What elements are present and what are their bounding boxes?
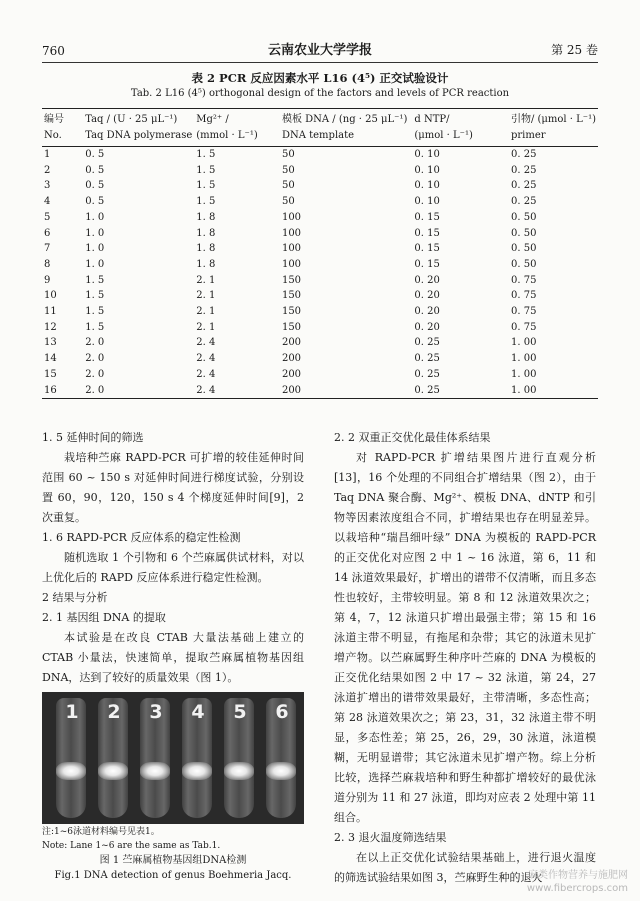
table-row [42,210,598,226]
table-cell: 0. 20 [414,290,440,302]
table-cell: 150 [281,321,302,333]
section-heading-2-2: 2. 2 双重正交优化最佳体系结果 [334,431,491,444]
table-cell: 0. 75 [510,321,537,333]
table-cell: 2 [44,164,51,176]
header-cell: Taq / (U · 25 μL⁻¹) [83,109,194,129]
dna-band [56,762,86,780]
figure-caption-cn: 图 1 苎麻属植物基因组DNA检测 [99,855,247,866]
header-cell: Taq DNA polymerase [83,128,194,147]
table-row [42,147,598,163]
section-text-2-3: 在以上正交优化试验结果基础上，进行退火温度的筛选试验结果如图 3，苎麻野生种的退火 [334,851,596,884]
header-cell: DNA template [280,128,412,147]
right-column [334,428,596,888]
table-cell: 0. 10 [414,149,440,160]
table-cell: 2. 1 [196,290,216,302]
lane-number: 1 [65,701,79,723]
table-cell: 0. 75 [510,274,537,286]
table-cell: 100 [281,258,302,270]
table-cell: 16 [42,383,83,399]
table-cell: 1. 5 [85,321,105,333]
table-cell: 1. 0 [85,211,105,223]
table-cell: 1. 8 [196,211,216,223]
table-cell: 5 [44,211,51,223]
section-heading-2-3: 2. 3 退火温度筛选结果 [334,831,447,844]
table-row [42,273,598,289]
table-cell: 0. 25 [510,180,537,192]
table-cell: 1. 5 [85,290,105,302]
table-cell: 0. 25 [510,196,537,208]
watermark-line-2: www.fibercrops.com [526,883,628,894]
table-cell: 50 [281,196,295,208]
table-cell: 2. 4 [196,337,216,349]
volume-label: 第 25 卷 [551,43,598,57]
header-cell: (μmol · L⁻¹) [412,128,509,147]
table-cell: 0. 20 [414,306,440,318]
dna-band [182,762,212,780]
table-cell: 0. 5 [85,149,105,160]
table-cell: 2. 1 [196,306,216,318]
table-cell: 1. 5 [196,164,216,176]
table-row [42,226,598,242]
section-text-1-6: 随机选取 1 个引物和 6 个苎麻属供试材料，对以上优化后的 RAPD 反应体系进行稳定性检测。 [42,551,304,584]
header-cell: No. [42,128,83,147]
table-row [42,257,598,273]
table-row [42,178,598,194]
table-cell: 1. 5 [196,180,216,192]
table-header-row-2 [42,128,598,147]
table-cell: 12 [44,321,57,333]
header-cell: d NTP/ [412,109,509,129]
table-row [42,304,598,320]
table-cell: 0. 50 [510,227,537,239]
table-cell: 0. 25 [414,353,440,365]
header-rule [42,62,598,63]
table-cell: 0. 5 [85,196,105,208]
table-row [42,163,598,179]
dna-band [224,762,254,780]
table-body [42,147,598,399]
table-cell: 0. 25 [412,383,509,399]
table-cell: 200 [281,337,302,349]
table-cell: 1. 5 [85,306,105,318]
table-cell: 0. 50 [510,258,537,270]
table-cell: 0. 50 [510,243,537,255]
table-cell: 200 [280,383,412,399]
table-cell: 0. 25 [510,149,537,160]
table-cell: 150 [281,290,302,302]
table-cell: 13 [44,337,57,349]
table-cell: 0. 10 [414,180,440,192]
table-row [42,335,598,351]
table-cell: 2. 4 [196,368,216,380]
table-row [42,351,598,367]
table-cell: 2. 4 [194,383,280,399]
table-title-en: Tab. 2 L16 (4⁵) orthogonal design of the factors and levels of PCR reaction [130,88,510,99]
header-cell: 引物/ (μmol · L⁻¹) [509,109,598,129]
table-cell: 8 [44,258,51,270]
table-cell: 50 [281,149,295,160]
watermark-line-1: 麻类作物营养与施肥网 [528,870,628,881]
table-cell: 9 [44,274,51,286]
table-cell: 2. 1 [196,321,216,333]
orthogonal-design-table [42,108,598,399]
table-cell: 1. 00 [510,337,537,349]
dna-band [266,762,296,780]
table-row [42,241,598,257]
table-cell: 1. 0 [85,243,105,255]
table-cell: 2. 0 [83,383,194,399]
table-cell: 0. 75 [510,306,537,318]
table-cell: 2. 0 [85,353,105,365]
section-text-1-5: 栽培种苎麻 RAPD-PCR 可扩增的较佳延伸时间范围 60 ~ 150 s 对延伸时间进行梯度试验，分别设置 60，90，120，150 s 4 个梯度延伸时间[9]，2 次重复。 [42,451,304,524]
table-cell: 0. 5 [85,180,105,192]
table-cell: 10 [44,290,57,302]
header-cell: (mmol · L⁻¹) [194,128,280,147]
table-cell: 1. 5 [85,274,105,286]
table-cell: 100 [281,243,302,255]
table-cell: 2. 0 [85,337,105,349]
header-cell: 模板 DNA / (ng · 25 μL⁻¹) [280,109,412,129]
table-row [42,320,598,336]
section-text-2-1: 本试验是在改良 CTAB 大量法基础上建立的 CTAB 小量法，快速简单，提取苎麻属植物基因组 DNA，达到了较好的质量效果（图 1）。 [42,631,304,684]
table-cell: 1. 00 [510,353,537,365]
figure-note-cn: 注:1~6泳道材料编号见表1。 [42,827,160,837]
left-column [42,428,304,882]
table-cell: 0. 25 [414,368,440,380]
header-cell: primer [509,128,598,147]
table-cell: 100 [281,211,302,223]
table-cell: 0. 25 [510,164,537,176]
lane-number: 3 [149,701,163,723]
table-cell: 50 [281,164,295,176]
table-cell: 1. 00 [509,383,598,399]
table-cell: 1. 00 [510,368,537,380]
table-cell: 1. 0 [85,227,105,239]
table-cell: 0. 25 [414,337,440,349]
table-cell: 2. 0 [85,368,105,380]
table-cell: 11 [44,306,57,318]
table-cell: 6 [44,227,51,239]
header-cell: Mg²⁺ / [194,109,280,129]
table-title-cn: 表 2 PCR 反应因素水平 L16 (4⁵) 正交试验设计 [191,71,449,85]
table-cell: 4 [44,196,51,208]
table-cell: 50 [281,180,295,192]
section-text-2-2: 对 RAPD-PCR 扩增结果图片进行直观分析[13]，16 个处理的不同组合扩增结果（图 2），由于 Taq DNA 聚合酶、Mg²⁺、模板 DNA、dNTP 和引物等因素浓度组合不同，扩增结果也存在明显差异。以栽培种“瑞昌细叶绿” DNA 为模板的 RAPD-PCR 的正交优化对应图 2 中 1 ~ 16 泳道，第 6，11 和 14 泳道效果最好，扩增出的谱带不仅清晰，而且多态性也较好，主带较明显。第 8 和 12 泳道效果次之；第 4，7，12 泳道只扩增出最强主带；第 15 和 16 泳道主带不明显，有拖尾和杂带；其它的泳道未见扩增产物。以苎麻属野生种序叶苎麻的 DNA 为模板的正交优化结果如图 2 中 17 ~ 32 泳道，第 24，27 泳道扩增出的谱带效果最好，主带清晰，多态性高；第 28 泳道效果次之；第 23，31，32 泳道主带不明显，多态性差；第 25，26，29，30 泳道，泳道模糊，无明显谱带；其它泳道未见扩增产物。综上分析比较，选择苎麻栽培种和野生种都扩增较好的最优泳道分别为 11 和 27 泳道，即均对应表 2 处理中第 11 组合。 [334,451,596,824]
section-heading-1-6: 1. 6 RAPD-PCR 反应体系的稳定性检测 [42,531,241,544]
table-cell: 100 [281,227,302,239]
table-cell: 0. 10 [414,164,440,176]
table-row [42,194,598,210]
table-row [42,383,598,399]
table-cell: 0. 15 [414,243,440,255]
table-cell: 0. 20 [414,274,440,286]
dna-band [140,762,170,780]
table-header-row-1 [42,109,598,129]
section-heading-2: 2 结果与分析 [42,591,108,604]
table-cell: 0. 15 [414,211,440,223]
table-cell: 1. 5 [196,196,216,208]
page-header [42,40,598,58]
watermark [527,869,628,895]
lane-number: 4 [191,701,205,723]
figure-caption-en: Fig.1 DNA detection of genus Boehmeria Jacq. [54,870,292,881]
table-cell: 1. 8 [196,243,216,255]
section-heading-2-1: 2. 1 基因组 DNA 的提取 [42,611,166,624]
table-cell: 150 [281,306,302,318]
table-cell: 1. 0 [85,258,105,270]
lane-number: 5 [233,701,247,723]
table-cell: 150 [281,274,302,286]
table-cell: 0. 75 [510,290,537,302]
table-cell: 0. 15 [414,227,440,239]
table-cell: 15 [44,368,57,380]
table-cell: 1. 8 [196,227,216,239]
table-cell: 3 [44,180,51,192]
table-row [42,288,598,304]
table-cell: 200 [281,368,302,380]
table-cell: 0. 5 [85,164,105,176]
lane-number: 2 [107,701,121,723]
lane-number: 6 [275,701,289,723]
table-cell: 0. 10 [414,196,440,208]
table-cell: 2. 4 [196,353,216,365]
table-cell: 0. 20 [414,321,440,333]
figure-note-en: Note: Lane 1~6 are the same as Tab.1. [42,841,221,851]
page-number: 760 [42,44,65,58]
gel-figure [42,692,304,824]
table-cell: 0. 15 [414,258,440,270]
section-heading-1-5: 1. 5 延伸时间的筛选 [42,431,144,444]
table-cell: 0. 50 [510,211,537,223]
table-cell: 1 [44,149,51,160]
table-cell: 1. 5 [196,149,216,160]
header-cell: 编号 [42,109,83,129]
journal-name: 云南农业大学学报 [267,43,372,58]
table-cell: 7 [44,243,51,255]
table-cell: 14 [44,353,57,365]
table-cell: 200 [281,353,302,365]
dna-band [98,762,128,780]
table-cell: 2. 1 [196,274,216,286]
table-row [42,367,598,383]
table-cell: 1. 8 [196,258,216,270]
